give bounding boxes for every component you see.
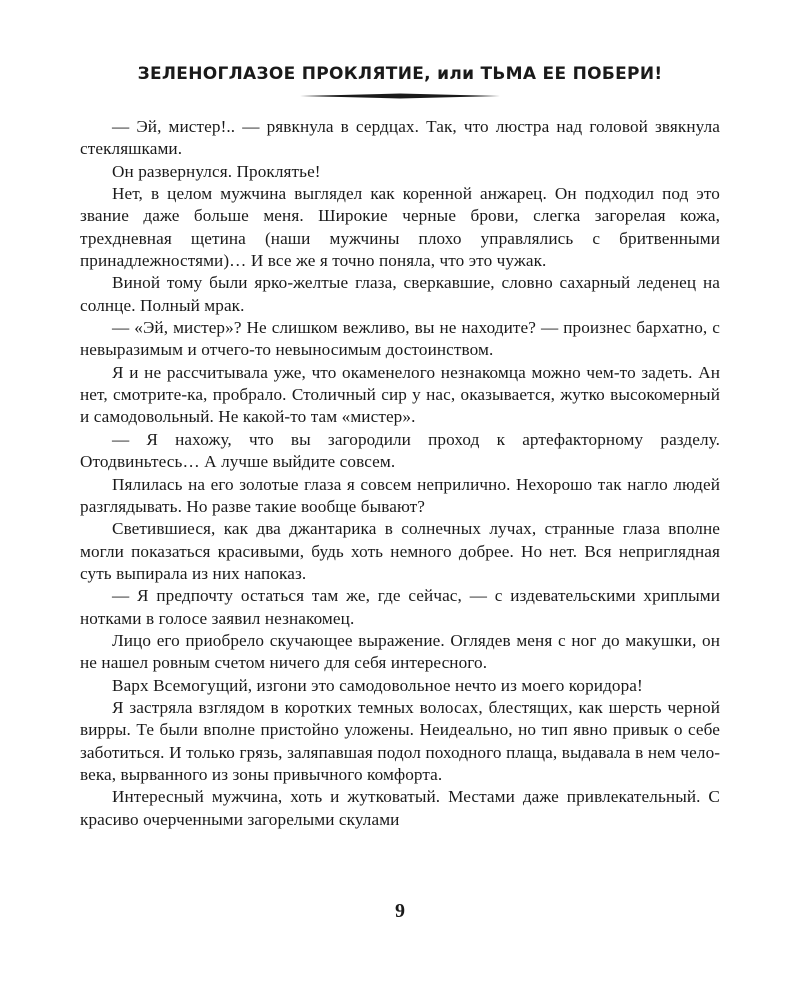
paragraph: Виной тому были ярко-желтые глаза, сверкавшие, словно сахарный леденец на солнце. Полный мрак. [80,273,720,315]
header-ornament-rule [300,93,500,99]
paragraph: Нет, в целом мужчина выглядел как коренной анжарец. Он подходил под это звание даже больше меня. Широкие черные брови, слегка загорелая кожа, трехдневная щетина (наши мужчины плохо управлялись с бритвенными принадлежностями)… И все же я точно поняла, что это чужак. [80,184,720,271]
paragraph: Варх Всемогущий, изгони это самодовольное нечто из моего коридора! [112,675,643,695]
paragraph: Интересный мужчина, хоть и жутковатый. Местами даже привлекательный. С красиво очерченными загорелыми скулами [80,787,720,829]
paragraph: — Эй, мистер!.. — рявкнула в сердцах. Так, что люстра над головой звякнула стекляшками. [80,117,720,159]
running-header-title: ЗЕЛЕНОГЛАЗОЕ ПРОКЛЯТИЕ, или ТЬМА ЕЕ ПОБЕРИ! [137,64,663,84]
paragraph: Светившиеся, как два джантарика в солнечных лучах, странные глаза вполне могли показаться красивыми, будь хоть немного добрее. Но нет. Вся неприглядная суть выпирала из них напоказ. [80,519,720,583]
paragraph: Лицо его приобрело скучающее выражение. Оглядев меня с ног до макушки, он не нашел ровным счетом ничего для себя интересного. [80,630,720,673]
paragraph: — Я нахожу, что вы загородили проход к артефакторному разделу. Отодвиньтесь… А лучше выйдите совсем. [80,429,720,472]
body-text [80,116,720,831]
paragraph: Он развернулся. Проклятье! [112,161,321,181]
paragraph: Я и не рассчитывала уже, что окаменелого незнакомца можно чем-то задеть. Ан нет, смотрите-ка, пробрало. Столичный сир у нас, оказывается, жутко высокомерный и самодовольный. Не какой-то там «мистер». [80,362,720,427]
paragraph: Я застряла взглядом в коротких темных волосах, блестящих, как шерсть черной вирры. Те были вполне пристойно уложены. Неидеально, но тип явно привык о себе заботиться. И только грязь, заляпавшая подол походного плаща, выдавала в нем человека, вырванного из зоны привычного комфорта. [80,697,720,784]
page-number: 9 [395,900,405,922]
paragraph: — Я предпочту остаться там же, где сейчас, — с издевательскими хриплыми нотками в голосе заявил незнакомец. [80,586,720,628]
paragraph: Пялилась на его золотые глаза я совсем неприлично. Нехорошо так нагло людей разглядывать. Но разве такие вообще бывают? [80,474,720,516]
paragraph: — «Эй, мистер»? Не слишком вежливо, вы не находите? — произнес бархатно, с невыразимым и отчего-то невыносимым достоинством. [80,318,720,360]
